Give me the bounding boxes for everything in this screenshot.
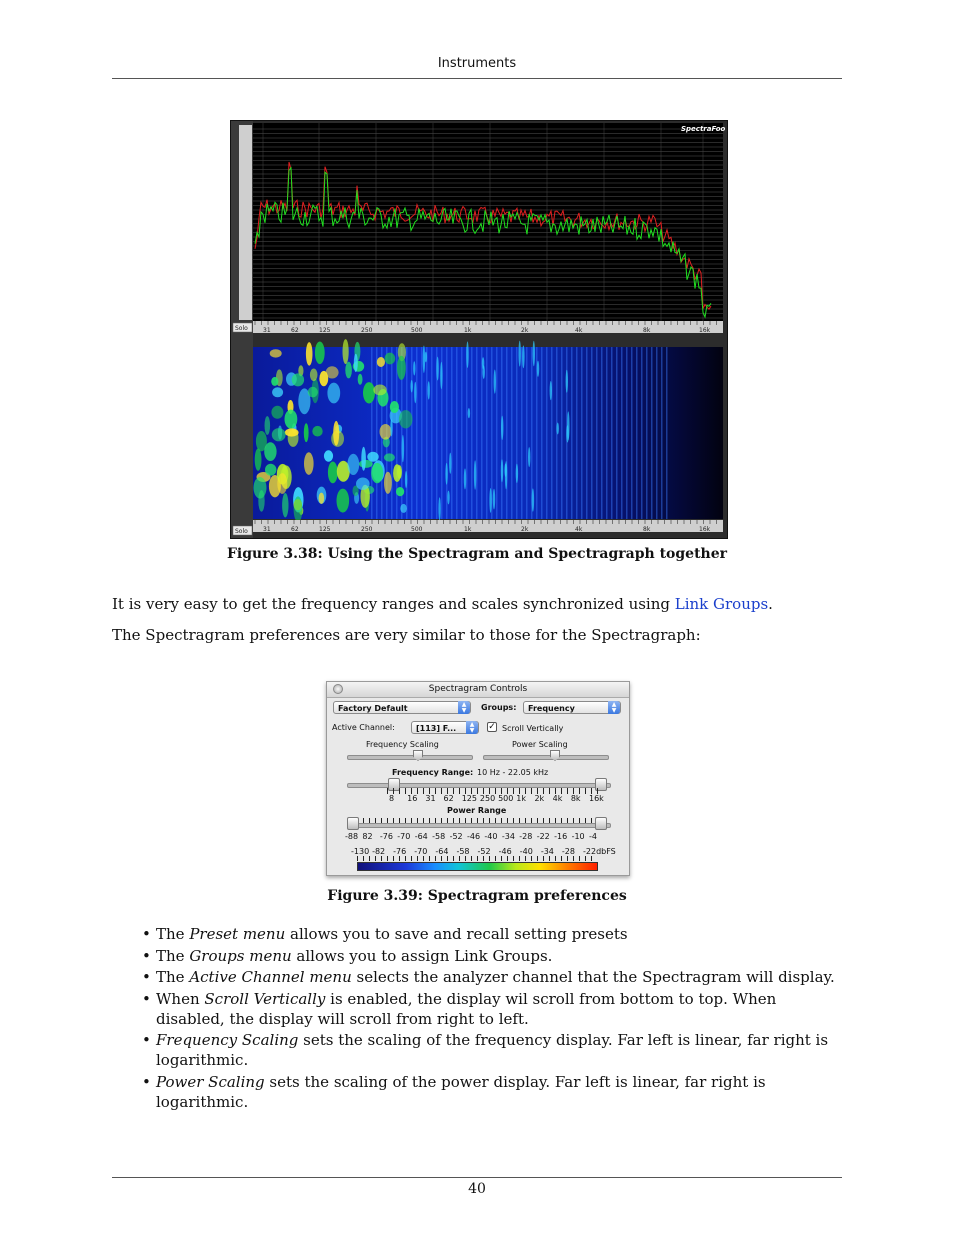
axis-tick-label: 500 [411, 327, 423, 334]
tick-label: -52 [449, 832, 463, 841]
tick-label: 16k [589, 794, 604, 803]
popup-arrows-icon: ▲ ▼ [458, 701, 470, 714]
spectragram-hotspot [396, 487, 404, 496]
list-item [140, 946, 845, 966]
axis-tick-label: 62 [291, 526, 299, 533]
bullet-text: allows you to assign Link Groups. [291, 946, 553, 965]
tick-label: -10 [571, 832, 585, 841]
axis-tick-label: 2k [521, 526, 529, 533]
spectragram-controls-dialog [326, 681, 630, 876]
figure-caption-2: Figure 3.39: Spectragram preferences [327, 888, 627, 904]
axis-tick-label: 31 [263, 526, 271, 533]
tick-label: -70 [397, 832, 411, 841]
spectragram-hotspot [271, 406, 283, 419]
solo-label-top: Solo [235, 325, 248, 332]
page-number: 40 [468, 1181, 486, 1197]
tick-label: -4 [589, 832, 597, 841]
tick-label: -34 [540, 847, 554, 856]
frequency-range-value: 10 Hz - 22.05 kHz [477, 768, 549, 777]
axis-tick-label: 31 [263, 327, 271, 334]
bullet-emphasis: Scroll Vertically [204, 989, 326, 1008]
tick-label: 1k [516, 794, 526, 803]
power-range-label: Power Range [447, 806, 507, 815]
axis-tick-label: 16k [699, 526, 711, 533]
spectragram-streak [468, 408, 470, 418]
spectragram-hotspot [384, 472, 392, 494]
axis-tick-label: 500 [411, 526, 423, 533]
spectragram-streak [445, 463, 447, 485]
spectragram-streak [390, 419, 392, 436]
spectragram-hotspot [384, 453, 395, 461]
tick-label: -130 [351, 847, 370, 856]
active-channel-menu[interactable] [411, 721, 479, 734]
power-range-low-handle[interactable] [347, 817, 359, 830]
spectragram-hotspot [285, 410, 298, 429]
spectragram-hotspot [272, 428, 286, 441]
list-item [140, 967, 845, 987]
dialog-titlebar [327, 682, 629, 698]
spectragram-hotspot [361, 447, 366, 471]
spectragram-hotspot [265, 416, 271, 435]
tick-label: -58 [456, 847, 470, 856]
spectragram-hotspot [400, 504, 407, 513]
tick-label: -76 [379, 832, 393, 841]
spectragram-hotspot [390, 401, 399, 413]
spectragram-hotspot [358, 374, 363, 385]
spectragram-hotspot [393, 464, 401, 482]
spectragram-hotspot [270, 349, 282, 357]
list-item [140, 1072, 845, 1112]
spectragram-streak [414, 382, 416, 404]
spectragram-hotspot [377, 357, 385, 367]
color-bar-ticks [357, 856, 597, 861]
list-item [140, 924, 845, 944]
spectragram-hotspot [328, 462, 338, 484]
tick-label: 8 [389, 794, 395, 803]
axis-tick-label: 8k [643, 526, 651, 533]
spectragram-hotspot [306, 342, 313, 366]
bullet-text: allows you to save and recall setting presets [285, 925, 628, 943]
tick-label: -52 [477, 847, 491, 856]
tick-label: 2k [534, 794, 545, 803]
spectragram-hotspot [292, 373, 304, 386]
spectragram-streak [489, 488, 491, 513]
frequency-range-label: Frequency Range: [392, 768, 474, 777]
bullet-list [140, 924, 845, 1113]
footer-rule [112, 1177, 842, 1178]
spectragram-hotspot [333, 421, 339, 446]
spectragram-hotspot [385, 353, 396, 365]
paragraph-text-end: . [768, 595, 773, 613]
spectragram-streak [566, 370, 568, 393]
bullet-text: is enabled, the display wil scroll from bottom to top. When disabled, the display will scroll from right to left. [156, 989, 777, 1028]
popup-arrows-icon: ▲ ▼ [466, 721, 478, 734]
spectragram-streak [528, 447, 530, 467]
bullet-text: The [156, 925, 190, 943]
axis-tick-label: 4k [575, 526, 583, 533]
tick-label: -16 [554, 832, 568, 841]
spectragram-streak [516, 464, 518, 483]
power-scaling-track [483, 755, 609, 760]
tick-label: -22 [536, 832, 550, 841]
spectragram-hotspot [380, 424, 392, 440]
spectragram-hotspot [271, 377, 278, 386]
spectragram-hotspot [254, 477, 267, 499]
spectragram-streak [474, 460, 476, 489]
spectragram-streak [438, 497, 440, 520]
spectragram-hotspot [367, 452, 378, 462]
spectragram-hotspot [255, 448, 262, 470]
figure-caption-1: Figure 3.38: Using the Spectragram and Spectragraph together [226, 546, 728, 562]
tick-label: 62 [443, 794, 454, 803]
preset-menu[interactable] [333, 701, 471, 714]
spectragram-hotspot [371, 463, 383, 483]
spectragram-streak [449, 453, 451, 474]
axis-tick-label: 250 [361, 526, 373, 533]
bullet-text: sets the scaling of the power display. Far left is linear, far right is logarithmic. [156, 1072, 766, 1111]
axis-tick-label: 1k [464, 526, 472, 533]
spectragram-hotspot [326, 366, 339, 378]
list-item [140, 1030, 845, 1070]
spectragram-streak [447, 491, 449, 505]
power-color-bar [357, 862, 598, 871]
groups-menu[interactable] [523, 701, 621, 714]
spectragram-hotspot [310, 369, 318, 382]
tick-label: 500 [498, 794, 514, 803]
spectragram-hotspot [337, 489, 350, 513]
axis-tick-label: 2k [521, 327, 529, 334]
power-scaling-label: Power Scaling [512, 740, 568, 749]
bullet-text: selects the analyzer channel that the Spectragram will display. [351, 968, 835, 986]
spectragram-streak [519, 341, 521, 367]
spectragram-hotspot [315, 342, 325, 365]
tick-label: -76 [393, 847, 407, 856]
scroll-vertically-label: Scroll Vertically [502, 724, 564, 733]
spectragram-hotspot [347, 454, 359, 475]
spectrafoo-logo: SpectraFoo [681, 125, 726, 133]
spectragram-hotspot [399, 410, 413, 428]
bullet-text: The [156, 946, 190, 965]
spectragram-streak [402, 435, 404, 462]
axis-tick-label: 16k [699, 327, 711, 334]
spectragram-streak [522, 345, 524, 368]
spectragram-hotspot [324, 450, 333, 461]
tick-label: 16 [407, 794, 418, 803]
spectragram-hotspot [285, 428, 299, 436]
spectragram-streak [532, 488, 534, 511]
dialog-title: Spectragram Controls [428, 684, 528, 694]
link-groups-link[interactable]: Link Groups [674, 595, 769, 613]
running-header: Instruments [437, 56, 517, 71]
tick-label: 125 [461, 794, 477, 803]
tick-label: -64 [414, 832, 428, 841]
spectrum-figure [230, 120, 728, 539]
axis-tick-label: 250 [361, 327, 373, 334]
frequency-scaling-track [347, 755, 473, 760]
scroll-vertically-checkbox[interactable]: ✓ [488, 722, 496, 732]
spectragram-streak [466, 341, 468, 368]
spectragram-hotspot [277, 473, 287, 494]
spectragram-streak [566, 425, 568, 442]
frequency-scaling-label: Frequency Scaling [366, 740, 439, 749]
tick-label: 4k [552, 794, 563, 803]
spectragram-streak [405, 471, 407, 488]
list-item [140, 989, 845, 1029]
spectragram-streak [413, 361, 415, 375]
tick-label: -46 [498, 847, 512, 856]
spectragram-hotspot [327, 383, 340, 404]
axis-tick-label: 125 [319, 327, 331, 334]
spectragram-streak [533, 341, 535, 366]
close-icon[interactable] [333, 684, 343, 694]
spectragram-hotspot [363, 382, 375, 403]
bullet-emphasis: Power Scaling [156, 1072, 265, 1091]
spectragram-hotspot [308, 387, 318, 398]
spectragram-hotspot [265, 464, 276, 476]
spectragram-streak [557, 423, 559, 435]
spectragram-streak [494, 370, 496, 394]
popup-arrows-icon: ▲ ▼ [608, 701, 620, 714]
spectragram-hotspot [304, 452, 314, 475]
axis-tick-label: 62 [291, 327, 299, 334]
spectragram-streak [501, 459, 503, 482]
spectragram-hotspot [312, 426, 322, 437]
tick-label: 31 [425, 794, 436, 803]
tick-label: -46 [467, 832, 481, 841]
spectragram-streak [550, 381, 552, 400]
spectragram-hotspot [264, 442, 276, 461]
spectragram-streak [504, 463, 506, 476]
tick-label: 250 [479, 794, 496, 803]
tick-label: -40 [519, 847, 533, 856]
spectragram-streak [436, 357, 438, 381]
solo-label-bottom: Solo [235, 528, 248, 535]
bullet-text: The [156, 968, 190, 986]
bullet-emphasis: Preset menu [189, 925, 286, 943]
bullet-emphasis: Active Channel menu [189, 968, 352, 986]
bullet-text: sets the scaling of the frequency display. Far left is linear, far right is logarithmic. [156, 1031, 829, 1069]
active-channel-label: Active Channel: [332, 723, 395, 732]
spectragram-hotspot [397, 356, 406, 380]
tick-label: -28 [561, 847, 575, 856]
power-range-track [347, 823, 611, 828]
preset-menu-value: Factory Default [338, 704, 408, 713]
spectragram-streak [501, 416, 503, 440]
tick-label: -34 [501, 832, 515, 841]
spectrum-figure-svg [231, 121, 727, 538]
axis-tick-label: 1k [464, 327, 472, 334]
tick-label: -82 [372, 847, 386, 856]
spectragram-hotspot [343, 339, 349, 364]
tick-label: -40 [484, 832, 498, 841]
tick-label: 82 [362, 832, 373, 841]
spectragram-hotspot [282, 493, 288, 517]
spectragram-hotspot [373, 385, 386, 396]
axis-tick-label: 8k [643, 327, 651, 334]
spectragram-streak [493, 489, 495, 510]
spectragram-hotspot [345, 362, 352, 379]
spectrum-level-strip [239, 125, 252, 320]
spectragram-hotspot [356, 478, 370, 490]
spectragram-streak [423, 346, 425, 374]
tick-label: -70 [414, 847, 428, 856]
bullet-text: When [156, 989, 205, 1008]
paragraph-text: It is very easy to get the frequency ranges and scales synchronized using [112, 595, 675, 613]
groups-label: Groups: [481, 703, 517, 712]
spectragram-hotspot [354, 354, 358, 372]
axis-tick-label: 125 [319, 526, 331, 533]
paragraph-link-groups [112, 595, 773, 613]
tick-label: 8k [570, 794, 581, 803]
spectragram-hotspot [319, 493, 325, 504]
spectragram-streak [464, 468, 466, 489]
tick-label: -88 [345, 832, 359, 841]
axis-tick-label: 4k [575, 327, 583, 334]
spectragram-streak [483, 365, 485, 379]
groups-menu-value: Frequency [528, 704, 575, 713]
tick-label: -58 [432, 832, 446, 841]
bullet-emphasis: Groups menu [189, 946, 292, 965]
spectragram-streaks [371, 347, 671, 519]
active-channel-value: [113] F... [416, 724, 457, 733]
tick-label: -28 [519, 832, 533, 841]
spectragram-hotspot [272, 387, 283, 397]
power-range-high-handle[interactable] [595, 817, 607, 830]
tick-label: -64 [435, 847, 449, 856]
spectragram-streak [425, 352, 427, 363]
tick-label: -22dbFS [583, 847, 616, 856]
spectragram-streak [440, 362, 442, 389]
spectragram-streak [411, 380, 413, 392]
bullet-emphasis: Frequency Scaling [156, 1031, 299, 1049]
header-rule [112, 78, 842, 79]
spectragram-hotspot [294, 496, 303, 522]
spectragram-hotspot [304, 423, 309, 442]
paragraph-preferences: The Spectragram preferences are very similar to those for the Spectragraph: [112, 626, 701, 644]
spectragram-streak [537, 361, 539, 377]
spectragram-streak [428, 381, 430, 399]
